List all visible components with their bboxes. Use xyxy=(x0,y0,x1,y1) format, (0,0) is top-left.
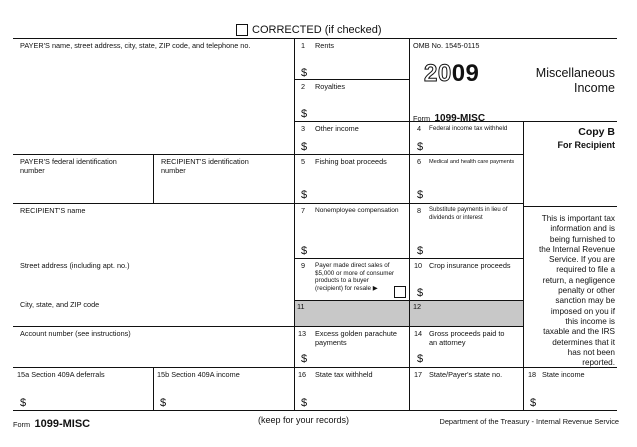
rule xyxy=(153,154,154,203)
box-7-dollar: $ xyxy=(301,245,308,257)
rule xyxy=(409,38,410,410)
keep-for-records: (keep for your records) xyxy=(258,415,350,425)
rule xyxy=(294,79,409,80)
recipient-name-label: RECIPIENT'S name xyxy=(20,206,86,215)
rule xyxy=(153,367,154,410)
box-4-dollar: $ xyxy=(417,141,424,153)
box-6-label: Medical and health care payments xyxy=(429,159,515,165)
box-7-number: 7 xyxy=(301,206,306,215)
payer-fed-id-label: PAYER'S federal identification number xyxy=(20,157,117,175)
city-state-zip-label: City, state, and ZIP code xyxy=(20,300,100,309)
omb-number: OMB No. 1545-0115 xyxy=(413,41,480,50)
box-15a-label: 15a Section 409A deferrals xyxy=(17,370,105,379)
tax-year-bold: 09 xyxy=(451,60,480,87)
tax-year-outline: 20 xyxy=(424,60,452,87)
box-5-number: 5 xyxy=(301,157,306,166)
box-12-number: 12 xyxy=(413,302,422,311)
box-16-dollar: $ xyxy=(301,397,308,409)
rule xyxy=(523,206,617,207)
box-14-label: Gross proceeds paid to an attorney xyxy=(429,329,505,347)
box-10-number: 10 xyxy=(414,261,423,270)
account-number-label: Account number (see instructions) xyxy=(20,329,131,338)
box-15b-label: 15b Section 409A income xyxy=(157,370,240,379)
corrected-label: CORRECTED (if checked) xyxy=(252,24,382,36)
box-9-checkbox[interactable] xyxy=(394,286,406,298)
box-9-label: Payer made direct sales of $5,000 or more of consumer products to a buyer (recipient) for resale ▶ xyxy=(315,262,395,292)
box-13-label: Excess golden parachute payments xyxy=(315,329,397,347)
box-6-dollar: $ xyxy=(417,189,424,201)
rule xyxy=(13,203,523,204)
box-1-number: 1 xyxy=(301,41,306,50)
box-3-number: 3 xyxy=(301,124,306,133)
box-14-number: 14 xyxy=(414,329,423,338)
box-16-label: State tax withheld xyxy=(315,370,373,379)
box-5-label: Fishing boat proceeds xyxy=(315,157,387,166)
box-13-dollar: $ xyxy=(301,353,308,365)
footer-form-name: Form 1099-MISC xyxy=(13,418,91,430)
box-14-dollar: $ xyxy=(417,353,424,365)
box-17-number: 17 xyxy=(414,370,423,379)
rule xyxy=(13,367,617,368)
box-8-label: Substitute payments in lieu of dividends or interest xyxy=(429,207,508,221)
copy-b: Copy B xyxy=(578,126,615,138)
box-1-dollar: $ xyxy=(301,67,308,79)
rule xyxy=(523,121,524,410)
street-address-label: Street address (including apt. no.) xyxy=(20,261,130,270)
box-5-dollar: $ xyxy=(301,189,308,201)
box-3-label: Other income xyxy=(315,124,359,133)
box-8-number: 8 xyxy=(417,206,422,215)
payer-name-label: PAYER'S name, street address, city, state, ZIP code, and telephone no. xyxy=(20,41,251,50)
box-18-label: State income xyxy=(542,370,585,379)
box-1-label: Rents xyxy=(315,41,335,50)
box-17-label: State/Payer's state no. xyxy=(429,370,503,379)
box-11-field xyxy=(294,300,409,326)
box-10-label: Crop insurance proceeds xyxy=(429,261,511,270)
box-15a-dollar: $ xyxy=(20,397,27,409)
corrected-checkbox[interactable] xyxy=(236,24,248,36)
box-2-dollar: $ xyxy=(301,108,308,120)
box-4-number: 4 xyxy=(417,124,422,133)
box-16-number: 16 xyxy=(298,370,307,379)
box-8-dollar: $ xyxy=(417,245,424,257)
tax-year xyxy=(424,60,479,88)
box-12-field xyxy=(410,300,523,326)
box-9-number: 9 xyxy=(301,261,306,270)
omb-form-name: Form 1099-MISC xyxy=(413,113,486,124)
box-7-label: Nonemployee compensation xyxy=(315,207,399,214)
box-15b-dollar: $ xyxy=(160,397,167,409)
form-bottom-border xyxy=(13,410,617,411)
form-title: Miscellaneous Income xyxy=(535,66,615,95)
box-6-number: 6 xyxy=(417,157,422,166)
box-4-label: Federal income tax withheld xyxy=(429,125,508,132)
box-10-dollar: $ xyxy=(417,287,424,299)
box-3-dollar: $ xyxy=(301,141,308,153)
form-top-border xyxy=(13,38,617,39)
box-2-label: Royalties xyxy=(315,82,346,91)
for-recipient: For Recipient xyxy=(557,140,615,150)
rule xyxy=(294,38,295,410)
rule xyxy=(13,326,523,327)
treasury-dept: Department of the Treasury - Internal Revenue Service xyxy=(439,417,619,426)
box-18-dollar: $ xyxy=(530,397,537,409)
recipient-id-label: RECIPIENT'S identification number xyxy=(161,157,249,175)
rule xyxy=(13,154,523,155)
box-11-number: 11 xyxy=(297,302,305,311)
important-notice: This is important tax information and is being furnished to the Internal Revenue Service. If you are required to file a return, a negligence penalty or other sanction may be imposed on you if this income is taxable and the IRS determines that it has not been reported. xyxy=(538,214,615,368)
box-18-number: 18 xyxy=(528,370,537,379)
box-2-number: 2 xyxy=(301,82,306,91)
box-13-number: 13 xyxy=(298,329,307,338)
